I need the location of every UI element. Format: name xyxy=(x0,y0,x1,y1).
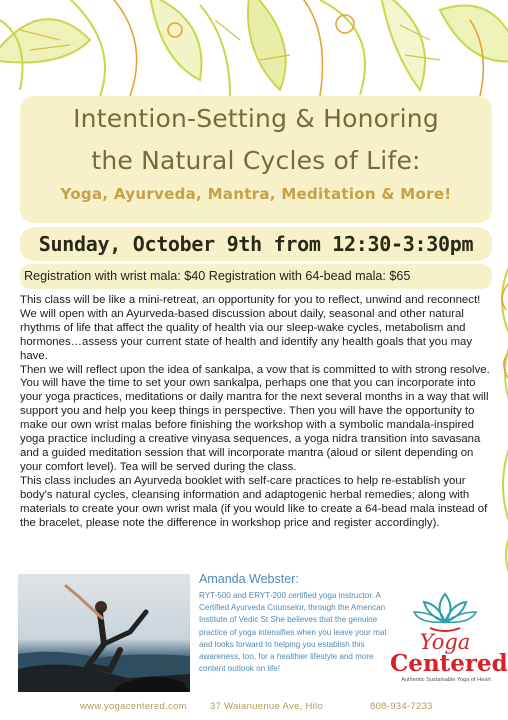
event-title-line-2: the Natural Cycles of Life: xyxy=(91,146,421,175)
instructor-bio: RYT-500 and ERYT-200 certified yoga instructor. A Certified Ayurveda Counselor, through the American Institute of Vedic St She believes that the genuine practice of yoga intensifies when you leave your mat and looks forward to helping you establish this awareness, too, for a healthier lifestyle and more content outlook on life! xyxy=(199,591,387,674)
title-panel xyxy=(20,96,492,223)
instructor-name: Amanda Webster: xyxy=(199,572,299,586)
botanical-header-art xyxy=(0,0,508,96)
logo-tagline: Authentic Sustainable Yoga of Heart xyxy=(401,677,491,683)
side-leaf-decoration xyxy=(492,440,508,580)
logo-word-centered: Centered xyxy=(390,650,508,677)
yoga-centered-logo xyxy=(390,590,508,690)
lotus-icon xyxy=(390,590,500,634)
footer-website-link[interactable]: www.yogacentered.com xyxy=(80,701,187,712)
side-leaf-decoration xyxy=(492,260,508,410)
event-description xyxy=(20,294,494,530)
description-paragraph: Then we will reflect upon the idea of sankalpa, a vow that is committed to with strong resolve. You will have the time to set your own sankalpa, perhaps one that you can incorporate into your yoga practices, meditations or daily mantra for the next several months in a way that will support you and help you keep things in perspective. Then you will have the opportunity to make our own wrist malas before finishing the workshop with a symbolic mandala-inspired yoga practice including a creative vinyasa sequences, a yoga nidra transition into savasana and a guided meditation session that will incorporate mantra (aloud or silent depending on your comfort level). Tea will be served during the class. xyxy=(20,363,490,473)
event-title-line-1: Intention-Setting & Honoring xyxy=(73,104,439,133)
logo-word-yoga: Yoga xyxy=(419,630,471,654)
event-subtitle: Yoga, Ayurveda, Mantra, Meditation & More! xyxy=(60,185,452,203)
description-paragraph: This class will be like a mini-retreat, an opportunity for you to reflect, unwind and reconnect! We will open with an Ayurveda-based discussion about daily, seasonal and other natural rhythms of life that affect the quality of health via our sleep-wake cycles, metabolism and hormones…assess your current state of health and identify any health goals that you may have. xyxy=(20,294,481,362)
footer-phone: 808-934-7233 xyxy=(370,701,433,712)
footer-address: 37 Waianuenue Ave, Hilo xyxy=(210,701,324,712)
description-paragraph: This class includes an Ayurveda booklet with self-care practices to help re-establish your body's natural cycles, cleansing information and adaptogenic herbal remedies; along with materials to create your own wrist mala (if you would like to create a 64-bead mala instead of the bracelet, please note the difference in workshop price and register accordingly). xyxy=(20,474,488,529)
footer xyxy=(0,701,508,720)
event-date-time: Sunday, October 9th from 12:30-3:30pm xyxy=(20,227,492,261)
instructor-photo xyxy=(18,574,190,692)
pricing-info: Registration with wrist mala: $40 Registration with 64-bead mala: $65 xyxy=(20,264,492,289)
